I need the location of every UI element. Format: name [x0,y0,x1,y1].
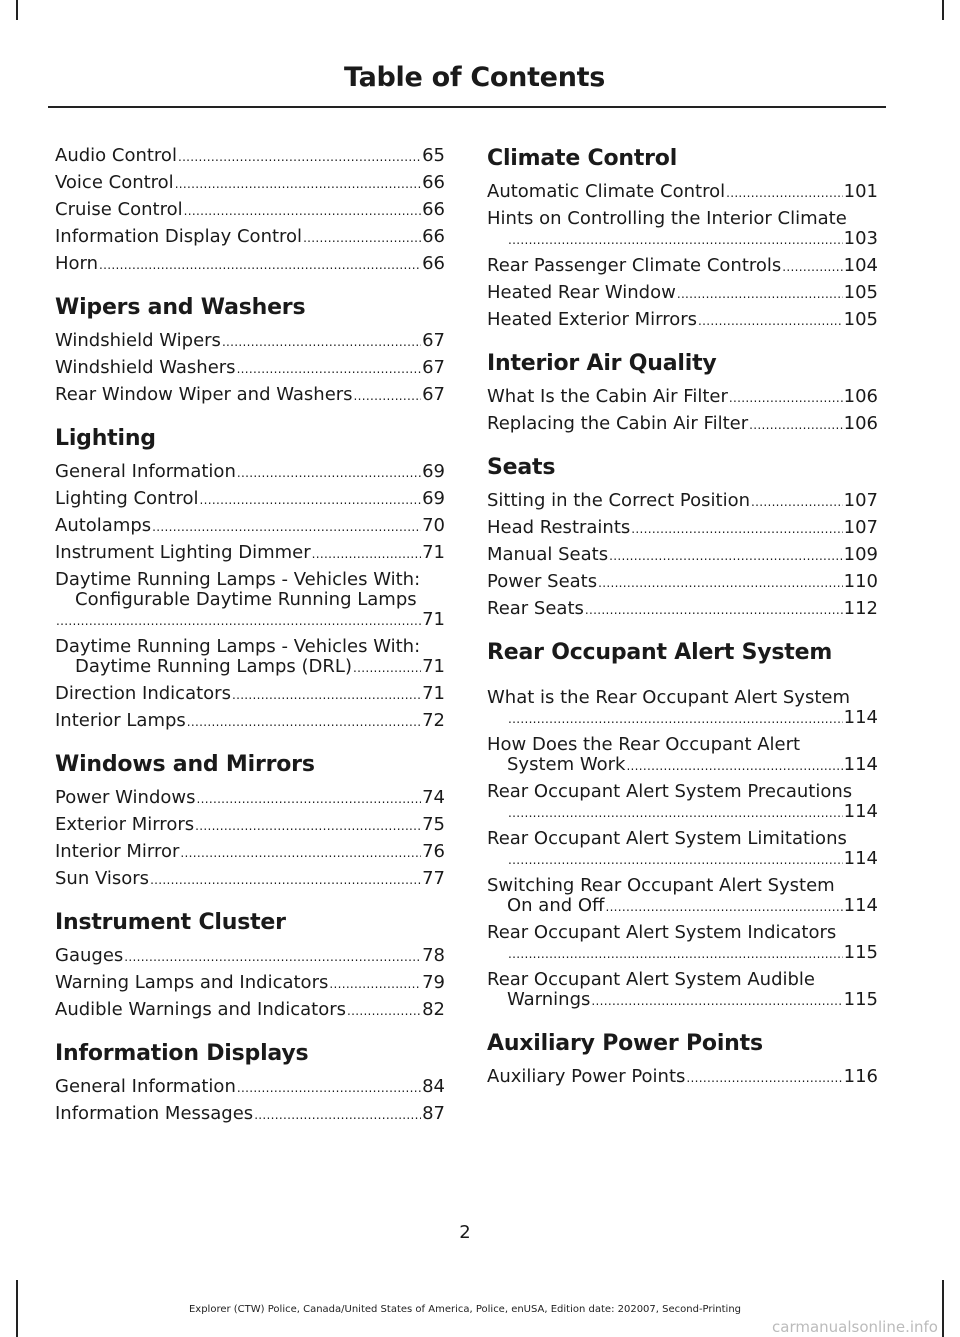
page-title: Table of Contents [343,62,605,93]
toc-entry-rear-passenger-climate[interactable]: Rear Passenger Climate Controls ..... 104 [487,256,878,277]
toc-entry-gauges[interactable]: Gauges ..... 78 [55,946,445,967]
toc-entry-heated-exterior-mirrors[interactable]: Heated Exterior Mirrors ..... 105 [487,310,878,331]
toc-entry-windshield-washers[interactable]: Windshield Washers ..... 67 [55,358,445,379]
toc-entry-rear-seats[interactable]: Rear Seats ..... 112 [487,599,878,620]
toc-entry-interior-lamps[interactable]: Interior Lamps ..... 72 [55,711,445,732]
toc-entry-automatic-climate-control[interactable]: Automatic Climate Control ..... 101 [487,182,878,203]
header-rule [48,106,886,108]
toc-entry-instrument-lighting-dimmer[interactable]: Instrument Lighting Dimmer ..... 71 [55,543,445,564]
toc-entry-auxiliary-power-points[interactable]: Auxiliary Power Points ..... 116 [487,1067,878,1088]
section-heading-windows-and-mirrors: Windows and Mirrors [55,752,315,777]
toc-entry-heated-rear-window[interactable]: Heated Rear Window ..... 105 [487,283,878,304]
section-heading-interior-air-quality: Interior Air Quality [487,351,717,376]
toc-entry-displays-general-information[interactable]: General Information ..... 84 [55,1077,445,1098]
crop-mark-top-left [16,0,18,20]
toc-entry-cruise-control[interactable]: Cruise Control ..... 66 [55,200,445,221]
toc-entry-information-display-control[interactable]: Information Display Control ..... 66 [55,227,445,248]
toc-entry-direction-indicators[interactable]: Direction Indicators ..... 71 [55,684,445,705]
toc-entry-hints-interior-climate[interactable]: Hints on Controlling the Interior Climate ..... 103 [487,209,878,250]
toc-entry-roas-precautions[interactable]: Rear Occupant Alert System Precautions ..... 114 [487,782,878,823]
toc-entry-warning-lamps[interactable]: Warning Lamps and Indicators ..... 79 [55,973,445,994]
toc-entry-roas-indicators[interactable]: Rear Occupant Alert System Indicators ..... 115 [487,923,878,964]
toc-entry-information-messages[interactable]: Information Messages ..... 87 [55,1104,445,1125]
toc-entry-audio-control[interactable]: Audio Control ..... 65 [55,146,445,167]
toc-entry-cabin-air-filter[interactable]: What Is the Cabin Air Filter ..... 106 [487,387,878,408]
watermark: carmanualsonline.info [772,1318,938,1336]
toc-entry-roas-limitations[interactable]: Rear Occupant Alert System Limitations ..... 114 [487,829,878,870]
toc-entry-power-windows[interactable]: Power Windows ..... 74 [55,788,445,809]
toc-column-right [487,146,878,1094]
toc-column-left [55,146,445,1131]
section-heading-instrument-cluster: Instrument Cluster [55,910,286,935]
section-heading-lighting: Lighting [55,426,156,451]
toc-entry-lighting-control[interactable]: Lighting Control ..... 69 [55,489,445,510]
section-heading-information-displays: Information Displays [55,1041,309,1066]
section-heading-rear-occupant-alert: Rear Occupant Alert System [487,640,833,665]
toc-entry-autolamps[interactable]: Autolamps ..... 70 [55,516,445,537]
toc-entry-roas-how-it-works[interactable]: How Does the Rear Occupant Alert System Work ..... 114 [487,735,878,776]
crop-mark-top-right [942,0,944,20]
toc-entry-roas-audible-warnings[interactable]: Rear Occupant Alert System Audible Warnings ..... 115 [487,970,878,1011]
toc-entry-voice-control[interactable]: Voice Control ..... 66 [55,173,445,194]
toc-entry-audible-warnings[interactable]: Audible Warnings and Indicators ..... 82 [55,1000,445,1021]
toc-entry-manual-seats[interactable]: Manual Seats ..... 109 [487,545,878,566]
section-heading-auxiliary-power-points: Auxiliary Power Points [487,1031,763,1056]
toc-entry-exterior-mirrors[interactable]: Exterior Mirrors ..... 75 [55,815,445,836]
toc-entry-head-restraints[interactable]: Head Restraints ..... 107 [487,518,878,539]
toc-entry-sun-visors[interactable]: Sun Visors ..... 77 [55,869,445,890]
toc-entry-daytime-running-lamps-drl[interactable]: Daytime Running Lamps - Vehicles With: Daytime Running Lamps (DRL) ..... 71 [55,637,445,678]
crop-mark-bottom-right [942,1280,944,1337]
section-heading-seats: Seats [487,455,556,480]
toc-entry-roas-what-is[interactable]: What is the Rear Occupant Alert System ..... 114 [487,688,878,729]
toc-entry-horn[interactable]: Horn ..... 66 [55,254,445,275]
toc-entry-power-seats[interactable]: Power Seats ..... 110 [487,572,878,593]
toc-entry-general-information[interactable]: General Information ..... 69 [55,462,445,483]
footer-edition-info: Explorer (CTW) Police, Canada/United States of America, Police, enUSA, Edition date: 202007, Second-Printing [188,1304,742,1315]
toc-entry-replacing-cabin-filter[interactable]: Replacing the Cabin Air Filter ..... 106 [487,414,878,435]
toc-entry-daytime-running-lamps-configurable[interactable]: Daytime Running Lamps - Vehicles With: Configurable Daytime Running Lamps ..... 71 [55,570,445,631]
section-heading-climate-control: Climate Control [487,146,678,171]
toc-entry-roas-switching[interactable]: Switching Rear Occupant Alert System On and Off ..... 114 [487,876,878,917]
toc-entry-windshield-wipers[interactable]: Windshield Wipers ..... 67 [55,331,445,352]
toc-entry-rear-window-wiper[interactable]: Rear Window Wiper and Washers ..... 67 [55,385,445,406]
toc-entry-interior-mirror[interactable]: Interior Mirror ..... 76 [55,842,445,863]
toc-entry-sitting-position[interactable]: Sitting in the Correct Position ..... 107 [487,491,878,512]
section-heading-wipers-and-washers: Wipers and Washers [55,295,306,320]
page-number: 2 [459,1222,471,1243]
